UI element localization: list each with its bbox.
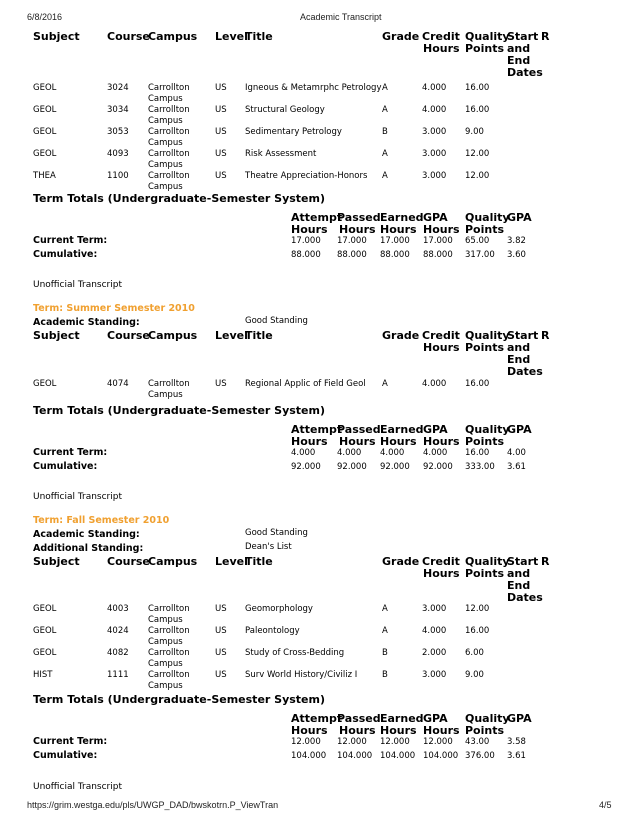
current-term-value: 17.000: [291, 236, 321, 246]
totals-header-earned-hours: Hours: [380, 724, 417, 737]
current-term-value: 16.00: [465, 448, 490, 458]
col-header-quality: Quality: [465, 555, 510, 568]
col-header-level: Level: [215, 555, 248, 568]
course-number: 3053: [107, 127, 129, 137]
course-quality-points: 12.00: [465, 149, 490, 159]
course-subject: GEOL: [33, 604, 57, 614]
cumulative-value: 3.61: [507, 751, 526, 761]
course-campus: Carrollton Campus: [148, 648, 190, 669]
course-subject: GEOL: [33, 379, 57, 389]
course-campus: Carrollton Campus: [148, 626, 190, 647]
additional-standing-value: Dean's List: [245, 542, 292, 552]
course-number: 4082: [107, 648, 129, 658]
current-term-value: 4.000: [423, 448, 448, 458]
current-term-value: 12.000: [380, 737, 410, 747]
current-term-value: 12.000: [291, 737, 321, 747]
course-credit: 3.000: [422, 670, 447, 680]
col-header-start: Start: [507, 30, 539, 43]
cumulative-value: 317.00: [465, 250, 495, 260]
totals-header-passed-hours: Hours: [339, 435, 376, 448]
course-grade: A: [382, 171, 388, 181]
term-heading: Term: Fall Semester 2010: [33, 515, 170, 526]
unofficial-transcript-label: Unofficial Transcript: [33, 492, 122, 502]
col-header-title: Title: [245, 30, 273, 43]
col-header-end: End: [507, 579, 531, 592]
current-term-value: 3.82: [507, 236, 526, 246]
cumulative-value: 104.000: [291, 751, 327, 761]
current-term-label: Current Term:: [33, 235, 108, 246]
course-quality-points: 9.00: [465, 127, 484, 137]
col-header-campus: Campus: [148, 329, 198, 342]
cumulative-value: 3.60: [507, 250, 526, 260]
col-header-quality: Quality: [465, 329, 510, 342]
col-header-grade: Grade: [382, 30, 420, 43]
col-header-credit-hours: Hours: [423, 42, 460, 55]
totals-header-attempt: Attempt: [291, 712, 343, 725]
col-header-grade: Grade: [382, 555, 420, 568]
cumulative-label: Cumulative:: [33, 750, 98, 761]
cumulative-value: 92.000: [423, 462, 453, 472]
course-credit: 4.000: [422, 626, 447, 636]
totals-header-attempt: Attempt: [291, 211, 343, 224]
course-number: 3024: [107, 83, 129, 93]
course-number: 1111: [107, 670, 129, 680]
current-term-value: 17.000: [423, 236, 453, 246]
totals-header-passed-hours: Hours: [339, 223, 376, 236]
academic-standing-label: Academic Standing:: [33, 529, 140, 540]
col-header-grade: Grade: [382, 329, 420, 342]
cumulative-value: 333.00: [465, 462, 495, 472]
course-title: Igneous & Metamrphc Petrology: [245, 83, 382, 93]
col-header-start: Start: [507, 329, 539, 342]
course-campus: Carrollton Campus: [148, 604, 190, 625]
unofficial-transcript-label: Unofficial Transcript: [33, 782, 122, 792]
page-number: 4/5: [599, 800, 612, 810]
course-quality-points: 16.00: [465, 379, 490, 389]
course-subject: THEA: [33, 171, 56, 181]
course-quality-points: 12.00: [465, 171, 490, 181]
totals-header-earned-hours: Hours: [380, 435, 417, 448]
totals-header-quality: Quality: [465, 211, 510, 224]
col-header-title: Title: [245, 555, 273, 568]
course-number: 4003: [107, 604, 129, 614]
cumulative-value: 104.000: [423, 751, 459, 761]
course-title: Theatre Appreciation-Honors: [245, 171, 368, 181]
course-quality-points: 16.00: [465, 83, 490, 93]
col-header-level: Level: [215, 329, 248, 342]
cumulative-label: Cumulative:: [33, 249, 98, 260]
totals-header-passed: Passed: [337, 712, 381, 725]
course-level: US: [215, 670, 227, 680]
academic-standing-label: Academic Standing:: [33, 317, 140, 328]
course-grade: A: [382, 83, 388, 93]
course-subject: GEOL: [33, 83, 57, 93]
col-header-campus: Campus: [148, 30, 198, 43]
totals-header-attempt-hours: Hours: [291, 223, 328, 236]
unofficial-transcript-label: Unofficial Transcript: [33, 280, 122, 290]
totals-header-passed: Passed: [337, 423, 381, 436]
course-title: Structural Geology: [245, 105, 325, 115]
totals-header-gpa-hours: Hours: [423, 724, 460, 737]
current-term-value: 4.000: [337, 448, 362, 458]
col-header-dates: Dates: [507, 365, 543, 378]
course-level: US: [215, 604, 227, 614]
course-subject: GEOL: [33, 626, 57, 636]
totals-header-quality-points: Points: [465, 435, 505, 448]
cumulative-value: 88.000: [291, 250, 321, 260]
totals-header-gpa-hours: Hours: [423, 223, 460, 236]
term-totals-heading: Term Totals (Undergraduate-Semester System): [33, 192, 326, 205]
course-number: 4093: [107, 149, 129, 159]
col-header-credit: Credit: [422, 555, 460, 568]
current-term-value: 12.000: [337, 737, 367, 747]
course-quality-points: 12.00: [465, 604, 490, 614]
col-header-r: R: [541, 329, 550, 342]
col-header-end: End: [507, 54, 531, 67]
col-header-subject: Subject: [33, 30, 80, 43]
course-number: 4024: [107, 626, 129, 636]
print-date: 6/8/2016: [27, 12, 63, 22]
course-grade: A: [382, 379, 388, 389]
current-term-value: 4.000: [291, 448, 316, 458]
totals-header-gpa: GPA: [423, 712, 448, 725]
col-header-level: Level: [215, 30, 248, 43]
course-credit: 4.000: [422, 83, 447, 93]
col-header-quality-points: Points: [465, 341, 505, 354]
totals-header-attempt-hours: Hours: [291, 435, 328, 448]
course-grade: B: [382, 648, 388, 658]
academic-standing-value: Good Standing: [245, 316, 308, 326]
course-level: US: [215, 83, 227, 93]
course-grade: B: [382, 670, 388, 680]
course-number: 1100: [107, 171, 129, 181]
col-header-credit: Credit: [422, 329, 460, 342]
course-level: US: [215, 105, 227, 115]
course-title: Sedimentary Petrology: [245, 127, 342, 137]
course-quality-points: 9.00: [465, 670, 484, 680]
course-campus: Carrollton Campus: [148, 171, 190, 192]
page-url[interactable]: https://grim.westga.edu/pls/UWGP_DAD/bwskotrn.P_ViewTran: [27, 800, 279, 810]
cumulative-value: 376.00: [465, 751, 495, 761]
cumulative-value: 3.61: [507, 462, 526, 472]
cumulative-value: 92.000: [380, 462, 410, 472]
col-header-quality-points: Points: [465, 42, 505, 55]
totals-header-gpa-2: GPA: [507, 423, 532, 436]
current-term-value: 17.000: [337, 236, 367, 246]
course-grade: A: [382, 626, 388, 636]
course-level: US: [215, 648, 227, 658]
col-header-subject: Subject: [33, 555, 80, 568]
cumulative-value: 88.000: [380, 250, 410, 260]
course-grade: A: [382, 105, 388, 115]
col-header-r: R: [541, 30, 550, 43]
term-totals-heading: Term Totals (Undergraduate-Semester System): [33, 404, 326, 417]
course-title: Regional Applic of Field Geol: [245, 379, 366, 389]
totals-header-earned: Earned: [380, 211, 424, 224]
course-title: Risk Assessment: [245, 149, 317, 159]
course-grade: A: [382, 149, 388, 159]
course-credit: 3.000: [422, 604, 447, 614]
cumulative-value: 104.000: [337, 751, 373, 761]
col-header-course: Course: [107, 329, 150, 342]
course-credit: 4.000: [422, 379, 447, 389]
current-term-value: 17.000: [380, 236, 410, 246]
col-header-subject: Subject: [33, 329, 80, 342]
current-term-value: 4.00: [507, 448, 526, 458]
totals-header-gpa-2: GPA: [507, 712, 532, 725]
course-title: Paleontology: [245, 626, 300, 636]
current-term-value: 3.58: [507, 737, 526, 747]
course-credit: 3.000: [422, 171, 447, 181]
course-level: US: [215, 149, 227, 159]
col-header-credit-hours: Hours: [423, 567, 460, 580]
course-credit: 3.000: [422, 149, 447, 159]
col-header-title: Title: [245, 329, 273, 342]
current-term-label: Current Term:: [33, 736, 108, 747]
col-header-credit-hours: Hours: [423, 341, 460, 354]
course-title: Geomorphology: [245, 604, 313, 614]
term-totals-heading: Term Totals (Undergraduate-Semester System): [33, 693, 326, 706]
cumulative-label: Cumulative:: [33, 461, 98, 472]
current-term-value: 12.000: [423, 737, 453, 747]
course-level: US: [215, 171, 227, 181]
current-term-label: Current Term:: [33, 447, 108, 458]
page-title: Academic Transcript: [300, 12, 382, 22]
col-header-end: End: [507, 353, 531, 366]
term-heading: Term: Summer Semester 2010: [33, 303, 195, 314]
course-quality-points: 16.00: [465, 105, 490, 115]
current-term-value: 43.00: [465, 737, 490, 747]
course-campus: Carrollton Campus: [148, 670, 190, 691]
course-subject: GEOL: [33, 149, 57, 159]
course-credit: 3.000: [422, 127, 447, 137]
totals-header-earned-hours: Hours: [380, 223, 417, 236]
course-quality-points: 6.00: [465, 648, 484, 658]
course-subject: GEOL: [33, 648, 57, 658]
col-header-quality-points: Points: [465, 567, 505, 580]
col-header-course: Course: [107, 30, 150, 43]
totals-header-quality: Quality: [465, 423, 510, 436]
cumulative-value: 88.000: [337, 250, 367, 260]
cumulative-value: 88.000: [423, 250, 453, 260]
current-term-value: 4.000: [380, 448, 405, 458]
course-grade: B: [382, 127, 388, 137]
col-header-credit: Credit: [422, 30, 460, 43]
totals-header-passed: Passed: [337, 211, 381, 224]
course-quality-points: 16.00: [465, 626, 490, 636]
col-header-and: and: [507, 42, 531, 55]
totals-header-attempt: Attempt: [291, 423, 343, 436]
col-header-and: and: [507, 567, 531, 580]
col-header-campus: Campus: [148, 555, 198, 568]
academic-standing-value: Good Standing: [245, 528, 308, 538]
course-subject: GEOL: [33, 127, 57, 137]
course-subject: HIST: [33, 670, 53, 680]
totals-header-quality-points: Points: [465, 724, 505, 737]
col-header-dates: Dates: [507, 66, 543, 79]
course-credit: 2.000: [422, 648, 447, 658]
totals-header-gpa-hours: Hours: [423, 435, 460, 448]
cumulative-value: 104.000: [380, 751, 416, 761]
course-grade: A: [382, 604, 388, 614]
course-campus: Carrollton Campus: [148, 105, 190, 126]
col-header-quality: Quality: [465, 30, 510, 43]
course-subject: GEOL: [33, 105, 57, 115]
totals-header-gpa-2: GPA: [507, 211, 532, 224]
col-header-r: R: [541, 555, 550, 568]
current-term-value: 65.00: [465, 236, 490, 246]
cumulative-value: 92.000: [291, 462, 321, 472]
totals-header-earned: Earned: [380, 423, 424, 436]
col-header-and: and: [507, 341, 531, 354]
totals-header-quality: Quality: [465, 712, 510, 725]
col-header-course: Course: [107, 555, 150, 568]
totals-header-gpa: GPA: [423, 423, 448, 436]
course-number: 3034: [107, 105, 129, 115]
course-credit: 4.000: [422, 105, 447, 115]
course-campus: Carrollton Campus: [148, 149, 190, 170]
course-level: US: [215, 626, 227, 636]
totals-header-earned: Earned: [380, 712, 424, 725]
totals-header-gpa: GPA: [423, 211, 448, 224]
additional-standing-label: Additional Standing:: [33, 543, 144, 554]
course-campus: Carrollton Campus: [148, 379, 190, 400]
totals-header-attempt-hours: Hours: [291, 724, 328, 737]
course-campus: Carrollton Campus: [148, 83, 190, 104]
totals-header-passed-hours: Hours: [339, 724, 376, 737]
course-level: US: [215, 379, 227, 389]
col-header-dates: Dates: [507, 591, 543, 604]
col-header-start: Start: [507, 555, 539, 568]
course-title: Surv World History/Civiliz I: [245, 670, 358, 680]
course-campus: Carrollton Campus: [148, 127, 190, 148]
course-number: 4074: [107, 379, 129, 389]
course-level: US: [215, 127, 227, 137]
course-title: Study of Cross-Bedding: [245, 648, 345, 658]
totals-header-quality-points: Points: [465, 223, 505, 236]
cumulative-value: 92.000: [337, 462, 367, 472]
